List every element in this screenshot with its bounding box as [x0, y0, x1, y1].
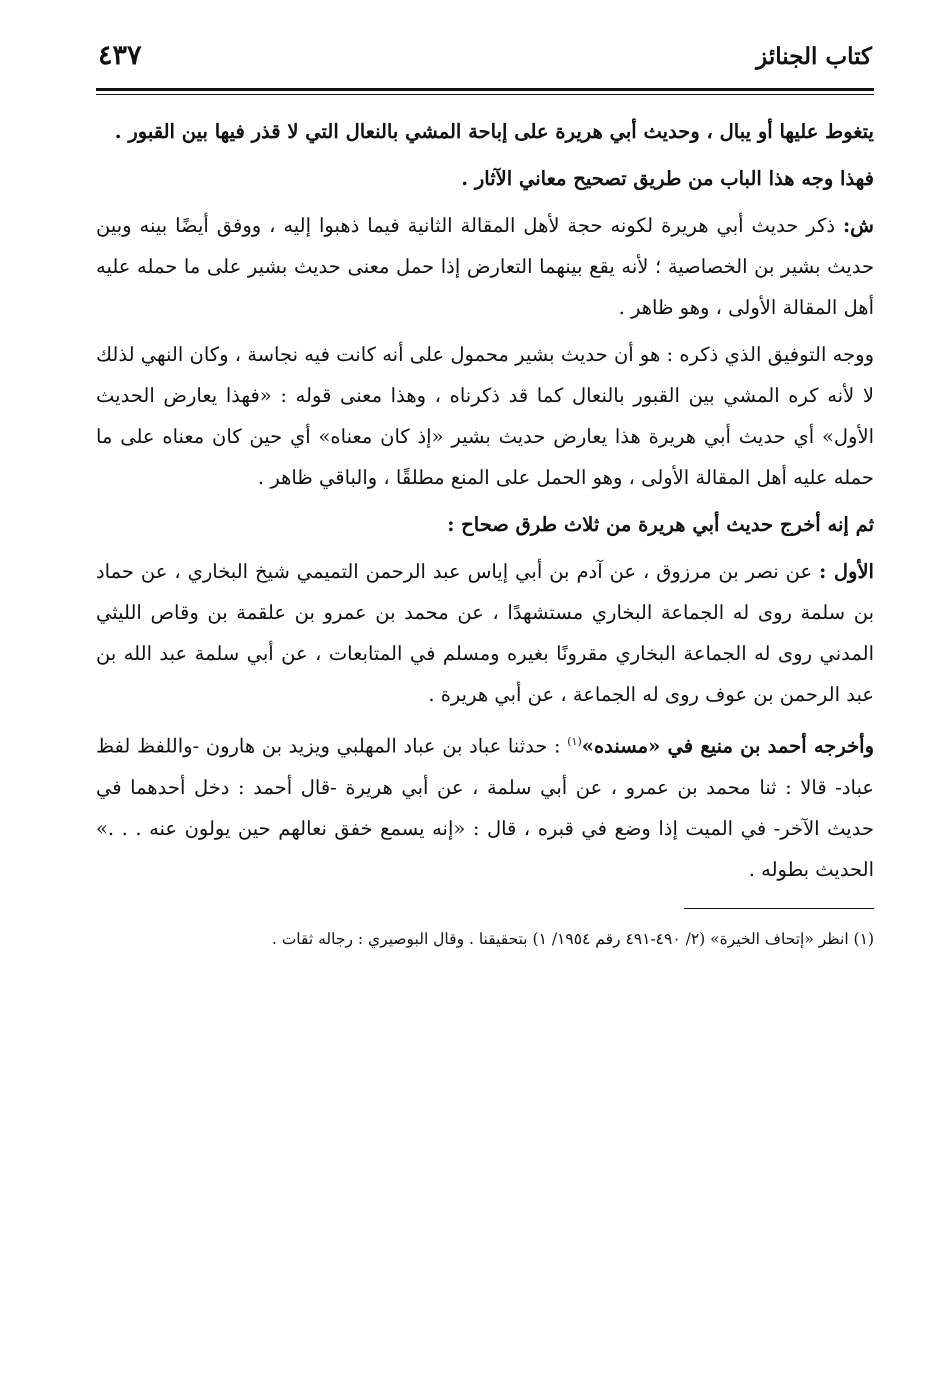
running-header	[96, 40, 874, 84]
footnote-reference: (١)	[567, 735, 582, 748]
header-rule-thin	[96, 94, 874, 95]
commentary-marker: ش:	[842, 214, 874, 237]
paragraph-7	[96, 721, 874, 890]
paragraph-3-text: ذكر حديث أبي هريرة لكونه حجة لأهل المقالة الثانية فيما ذهبوا إليه ، ووفق أيضًا بينه وبين حديث بشير بن الخصاصية ؛ لأنه يقع بينهما التعارض إذا حمل معنى حديث بشير على ما حمله عليه أهل المقالة الأولى ، وهو ظاهر .	[96, 214, 875, 319]
paragraph-3	[96, 205, 874, 328]
paragraph-6-text: عن نصر بن مرزوق ، عن آدم بن أبي إياس عبد الرحمن التميمي شيخ البخاري ، عن حماد بن سلمة روى له الجماعة البخاري مستشهدًا ، عن محمد بن عمرو بن علقمة بن وقاص الليثي المدني روى له الجماعة البخاري مقرونًا بغيره ومسلم في المتابعات ، عن أبي سلمة عبد الله بن عبد الرحمن بن عوف روى له الجماعة ، عن أبي هريرة .	[96, 560, 874, 706]
footnote-separator	[684, 908, 874, 909]
paragraph-7-text: : حدثنا عباد بن عباد المهلبي ويزيد بن هارون -واللفظ لفظ عباد- قالا : ثنا محمد بن عمرو ، عن أبي سلمة ، عن أبي هريرة -قال أحمد : دخل أحدهما في حديث الآخر- في الميت إذا وضع في قبره ، قال : «إنه يسمع خفق نعالهم حين يولون عنه . . .» الحديث بطوله .	[96, 734, 874, 881]
first-chain-label: الأول :	[819, 560, 874, 583]
paragraph-7-lead: وأخرجه أحمد بن منيع في «مسنده»	[581, 734, 874, 758]
book-title: كتاب الجنائز	[756, 43, 872, 70]
page-number: ٤٣٧	[98, 40, 142, 71]
header-rule-thick	[96, 88, 874, 91]
paragraph-4: ووجه التوفيق الذي ذكره : هو أن حديث بشير محمول على أنه كانت فيه نجاسة ، وكان النهي لذلك لا لأنه كره المشي بين القبور بالنعال كما قد ذكرناه ، وهذا معنى قوله : «فهذا يعارض الحديث الأول» أي حديث أبي هريرة هذا يعارض حديث بشير «إذ كان معناه» أي حين كان معناه على ما حمله عليه أهل المقالة الأولى ، وهو الحمل على المنع مطلقًا ، والباقي ظاهر .	[96, 343, 874, 489]
paragraph-6	[96, 551, 874, 715]
paragraph-1: يتغوط عليها أو يبال ، وحديث أبي هريرة على إباحة المشي بالنعال التي لا قذر فيها بين القبور .	[114, 120, 874, 143]
document-page	[96, 40, 874, 955]
footnote-1: (١) انظر «إتحاف الخيرة» (٢/ ٤٩٠-٤٩١ رقم ١٩٥٤/ ١) بتحقيقنا . وقال البوصيري : رجاله ثقات .	[271, 929, 874, 948]
paragraph-5: ثم إنه أخرج حديث أبي هريرة من ثلاث طرق صحاح :	[447, 513, 874, 536]
paragraph-2: فهذا وجه هذا الباب من طريق تصحيح معاني الآثار .	[461, 167, 874, 190]
main-text	[96, 111, 874, 890]
